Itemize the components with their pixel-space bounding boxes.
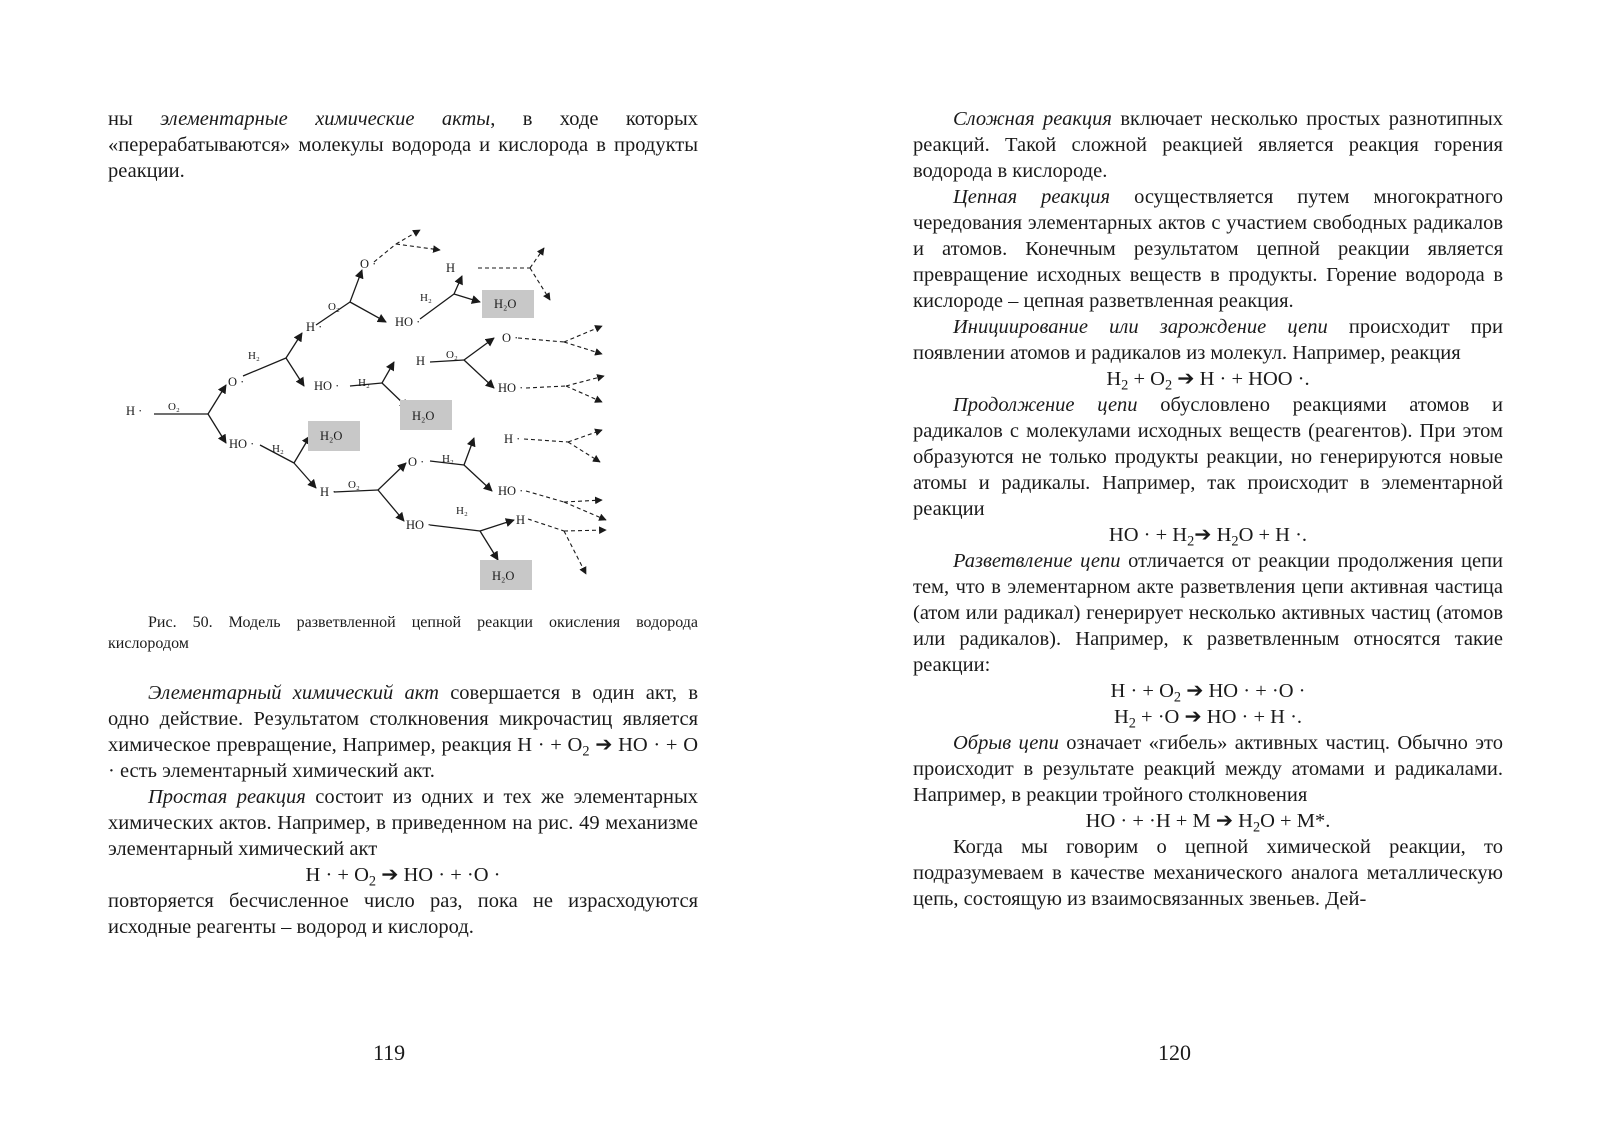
svg-text:HO ·: HO · <box>395 315 421 329</box>
svg-text:O₂: O₂ <box>446 349 458 361</box>
svg-text:HO ·: HO · <box>406 518 432 532</box>
svg-text:HO ·: HO · <box>314 379 340 393</box>
chain-reaction-diagram <box>118 218 618 598</box>
equation: HO · + $H_2➔$ $H_2O + H$ ·. <box>1108 524 1308 550</box>
paragraph: Простая реакция состоит из одних и тех же элементарных химических актов. Например, в приведенном на рис. 49 механизме элементарный химический акт <box>108 786 699 860</box>
svg-text:O₂: O₂ <box>348 479 360 491</box>
paragraph: Продолжение цепи обусловлено реакциями атомов и радикалов с молекулами исходных веществ (реагентов). При этом образуются не только продукты реакции, но генерируются новые атомы и радикалы. Например, так происходит в элементарной реакции <box>913 394 1503 520</box>
page-number: 119 <box>373 1040 406 1065</box>
svg-text:O ·: O · <box>408 455 425 469</box>
intro-paragraph: ны элементарные химические акты, в ходе которых «перерабатываются» молекулы водорода и кислорода в продукты реакции. <box>108 108 698 182</box>
paragraph: Цепная реакция осуществляется путем многократного чередования элементарных актов с участием свободных радикалов и атомов. Конечным результатом цепной реакции является превращение исходных веществ в продукты. Горение водорода в кислороде – цепная разветвленная реакция. <box>913 186 1503 312</box>
svg-text:H₂: H₂ <box>442 453 454 465</box>
svg-text:O₂: O₂ <box>168 401 180 413</box>
svg-text:HO ·: HO · <box>229 437 255 451</box>
svg-text:HO ·: HO · <box>498 484 524 498</box>
svg-text:H₂: H₂ <box>358 377 370 389</box>
svg-text:H ·: H · <box>306 320 323 334</box>
product-h2o: H₂O <box>412 409 435 423</box>
paragraph: Элементарный химический акт совершается в один акт, в одно действие. Результатом столкновения микрочастиц является химическое превращение, Например, реакция H · + $O_2$ ➔ HO · + O · есть элементарный химический акт. <box>108 682 698 782</box>
svg-text:H ·: H · <box>516 513 533 527</box>
product-h2o: H₂O <box>492 569 515 583</box>
figure-caption: Рис. 50. Модель разветвленной цепной реакции окисления водорода кислородом <box>108 614 698 652</box>
paragraph: Обрыв цепи означает «гибель» активных частиц. Обычно это происходит в результате реакций между атомами и радикалами. Например, в реакции тройного столкновения <box>913 732 1503 806</box>
svg-text:H₂: H₂ <box>420 292 432 304</box>
product-h2o: H₂O <box>494 297 517 311</box>
svg-text:H: H <box>416 354 426 368</box>
equation: HO · + ·H + M ➔ $H_2O + M*$. <box>1085 810 1331 836</box>
right-body <box>913 106 1503 912</box>
equation: H · + $O_2$ ➔ HO · + ·O · <box>305 864 501 890</box>
svg-text:H ·: H · <box>504 432 521 446</box>
svg-text:O ·: O · <box>360 257 377 271</box>
paragraph: Инициирование или зарождение цепи происходит при появлении атомов и радикалов из молекул. Например, реакция <box>913 316 1503 364</box>
paragraph: Сложная реакция включает несколько простых разнотипных реакций. Такой сложной реакцией является реакция горения водорода в кислороде. <box>913 108 1503 182</box>
svg-text:HO ·: HO · <box>498 381 524 395</box>
svg-text:H₂: H₂ <box>248 350 260 362</box>
svg-text:H: H <box>446 261 456 275</box>
svg-text:H₂: H₂ <box>456 505 468 517</box>
label-h-start: H · <box>126 404 143 418</box>
equation: $H_2 + \cdot O$ ➔ HO · + H ·. <box>1113 706 1303 732</box>
svg-text:O₂: O₂ <box>328 301 340 313</box>
product-h2o: H₂O <box>320 429 343 443</box>
svg-text:O ·: O · <box>228 375 245 389</box>
paragraph: Когда мы говорим о цепной химической реакции, то подразумеваем в качестве механического аналога металлическую цепь, состоящую из взаимосвязанных звеньев. Дей- <box>913 836 1503 910</box>
page-number: 120 <box>1158 1040 1191 1065</box>
equation: $H_2 + O_2$ ➔ H · + HOO ·. <box>1106 368 1310 394</box>
svg-text:O ·: O · <box>502 331 519 345</box>
right-page <box>800 0 1600 1131</box>
svg-text:H₂: H₂ <box>272 443 284 455</box>
paragraph: повторяется бесчисленное число раз, пока не израсходуются исходные реагенты – водород и кислород. <box>108 890 698 938</box>
equation: H · + $O_2$ ➔ HO · + ·O · <box>1110 680 1306 706</box>
svg-text:H ·: H · <box>320 485 337 499</box>
left-body <box>108 680 698 940</box>
paragraph: Разветвление цепи отличается от реакции продолжения цепи тем, что в элементарном акте разветвления цепи активная частица (атом или радикал) генерирует несколько активных частиц (атомов или радикалов). Например, к разветвленным относятся такие реакции: <box>913 550 1503 676</box>
